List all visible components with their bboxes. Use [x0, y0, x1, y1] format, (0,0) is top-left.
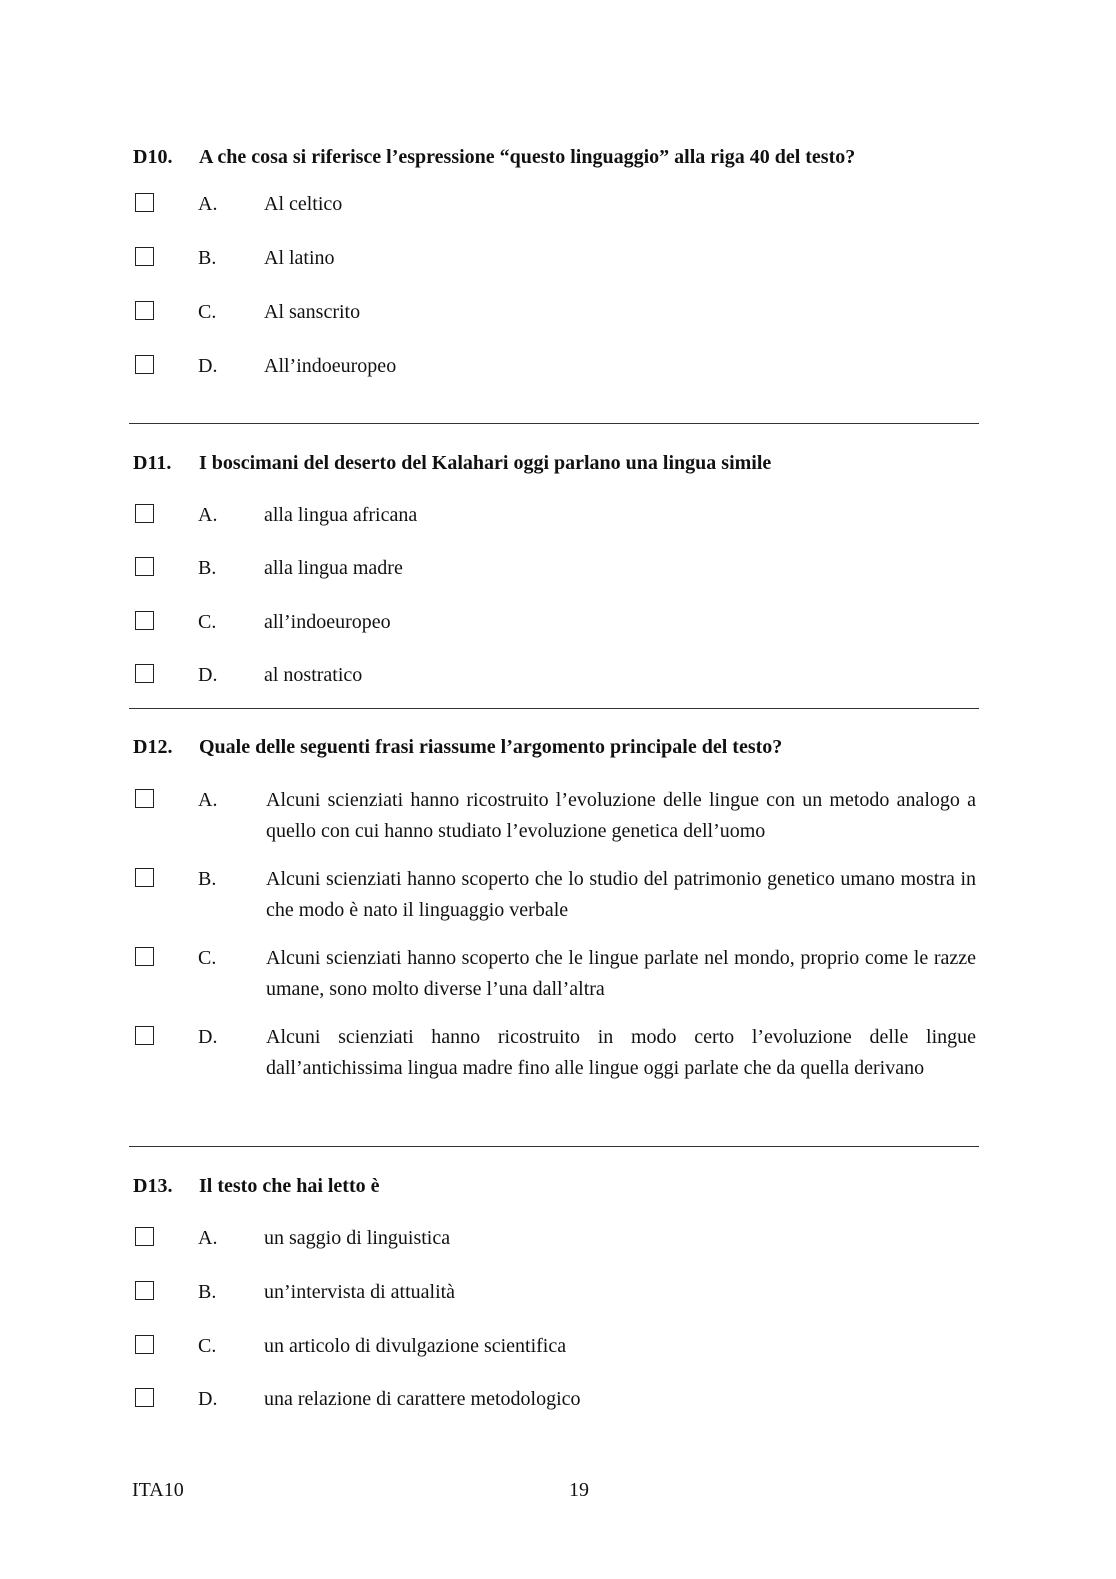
answer-checkbox[interactable] — [135, 301, 154, 320]
option-text: all’indoeuropeo — [264, 611, 391, 633]
option-letter: A. — [198, 1227, 218, 1249]
option-text: Alcuni scienziati hanno scoperto che le lingue parlate nel mondo, proprio come le razze umane, sono molto diverse l’una dall’altra — [266, 947, 976, 1000]
option-letter: D. — [198, 664, 218, 686]
option-letter: A. — [198, 504, 218, 526]
option-text: Alcuni scienziati hanno scoperto che lo studio del patrimonio genetico umano mostra in che modo è nato il linguaggio verbale — [266, 868, 976, 921]
question-title — [133, 735, 782, 759]
option-text: un articolo di divulgazione scientifica — [264, 1335, 567, 1357]
option-letter: B. — [198, 868, 217, 890]
answer-checkbox[interactable] — [135, 1227, 154, 1246]
question-title — [133, 451, 771, 475]
answer-checkbox[interactable] — [135, 1026, 154, 1045]
option-letter: B. — [198, 557, 217, 579]
question-number: D13. — [133, 1175, 173, 1197]
answer-checkbox[interactable] — [135, 1335, 154, 1354]
option-text: Al latino — [264, 247, 335, 269]
answer-checkbox[interactable] — [135, 789, 154, 808]
section-divider — [129, 708, 979, 709]
answer-checkbox[interactable] — [135, 557, 154, 576]
option-text: al nostratico — [264, 664, 363, 686]
document-code: ITA10 — [132, 1479, 184, 1501]
answer-checkbox[interactable] — [135, 947, 154, 966]
answer-checkbox[interactable] — [135, 1388, 154, 1407]
option-letter: A. — [198, 193, 218, 215]
answer-checkbox[interactable] — [135, 193, 154, 212]
option-letter: B. — [198, 247, 217, 269]
question-number: D12. — [133, 736, 173, 758]
question-title — [133, 145, 855, 169]
option-text: un saggio di linguistica — [264, 1227, 451, 1249]
answer-checkbox[interactable] — [135, 247, 154, 266]
section-divider — [129, 1146, 979, 1147]
option-text: alla lingua madre — [264, 557, 403, 579]
answer-checkbox[interactable] — [135, 664, 154, 683]
option-text: alla lingua africana — [264, 504, 418, 526]
answer-checkbox[interactable] — [135, 355, 154, 374]
question-text: I boscimani del deserto del Kalahari oggi parlano una lingua simile — [199, 452, 772, 474]
option-letter: D. — [198, 355, 218, 377]
option-text: un’intervista di attualità — [264, 1281, 456, 1303]
question-number: D11. — [133, 452, 172, 474]
answer-checkbox[interactable] — [135, 1281, 154, 1300]
answer-checkbox[interactable] — [135, 504, 154, 523]
option-text: Al sanscrito — [264, 301, 361, 323]
option-letter: A. — [198, 789, 218, 811]
question-text: A che cosa si riferisce l’espressione “questo linguaggio” alla riga 40 del testo? — [199, 146, 856, 168]
option-letter: B. — [198, 1281, 217, 1303]
page-number: 19 — [569, 1479, 589, 1501]
option-letter: C. — [198, 301, 217, 323]
question-text: Il testo che hai letto è — [199, 1175, 380, 1197]
option-letter: C. — [198, 947, 217, 969]
option-text: Al celtico — [264, 193, 343, 215]
question-number: D10. — [133, 146, 173, 168]
answer-checkbox[interactable] — [135, 868, 154, 887]
option-text: Alcuni scienziati hanno ricostruito in modo certo l’evoluzione delle lingue dall’antichissima lingua madre fino alle lingue oggi parlate che da quella derivano — [266, 1026, 976, 1079]
option-letter: C. — [198, 611, 217, 633]
option-letter: D. — [198, 1388, 218, 1410]
option-text: una relazione di carattere metodologico — [264, 1388, 581, 1410]
question-title — [133, 1174, 380, 1198]
section-divider — [129, 423, 979, 424]
question-text: Quale delle seguenti frasi riassume l’argomento principale del testo? — [199, 736, 783, 758]
option-text: Alcuni scienziati hanno ricostruito l’evoluzione delle lingue con un metodo analogo a quello con cui hanno studiato l’evoluzione genetica dell’uomo — [266, 789, 976, 842]
option-text: All’indoeuropeo — [264, 355, 397, 377]
option-letter: C. — [198, 1335, 217, 1357]
option-letter: D. — [198, 1026, 218, 1048]
answer-checkbox[interactable] — [135, 611, 154, 630]
